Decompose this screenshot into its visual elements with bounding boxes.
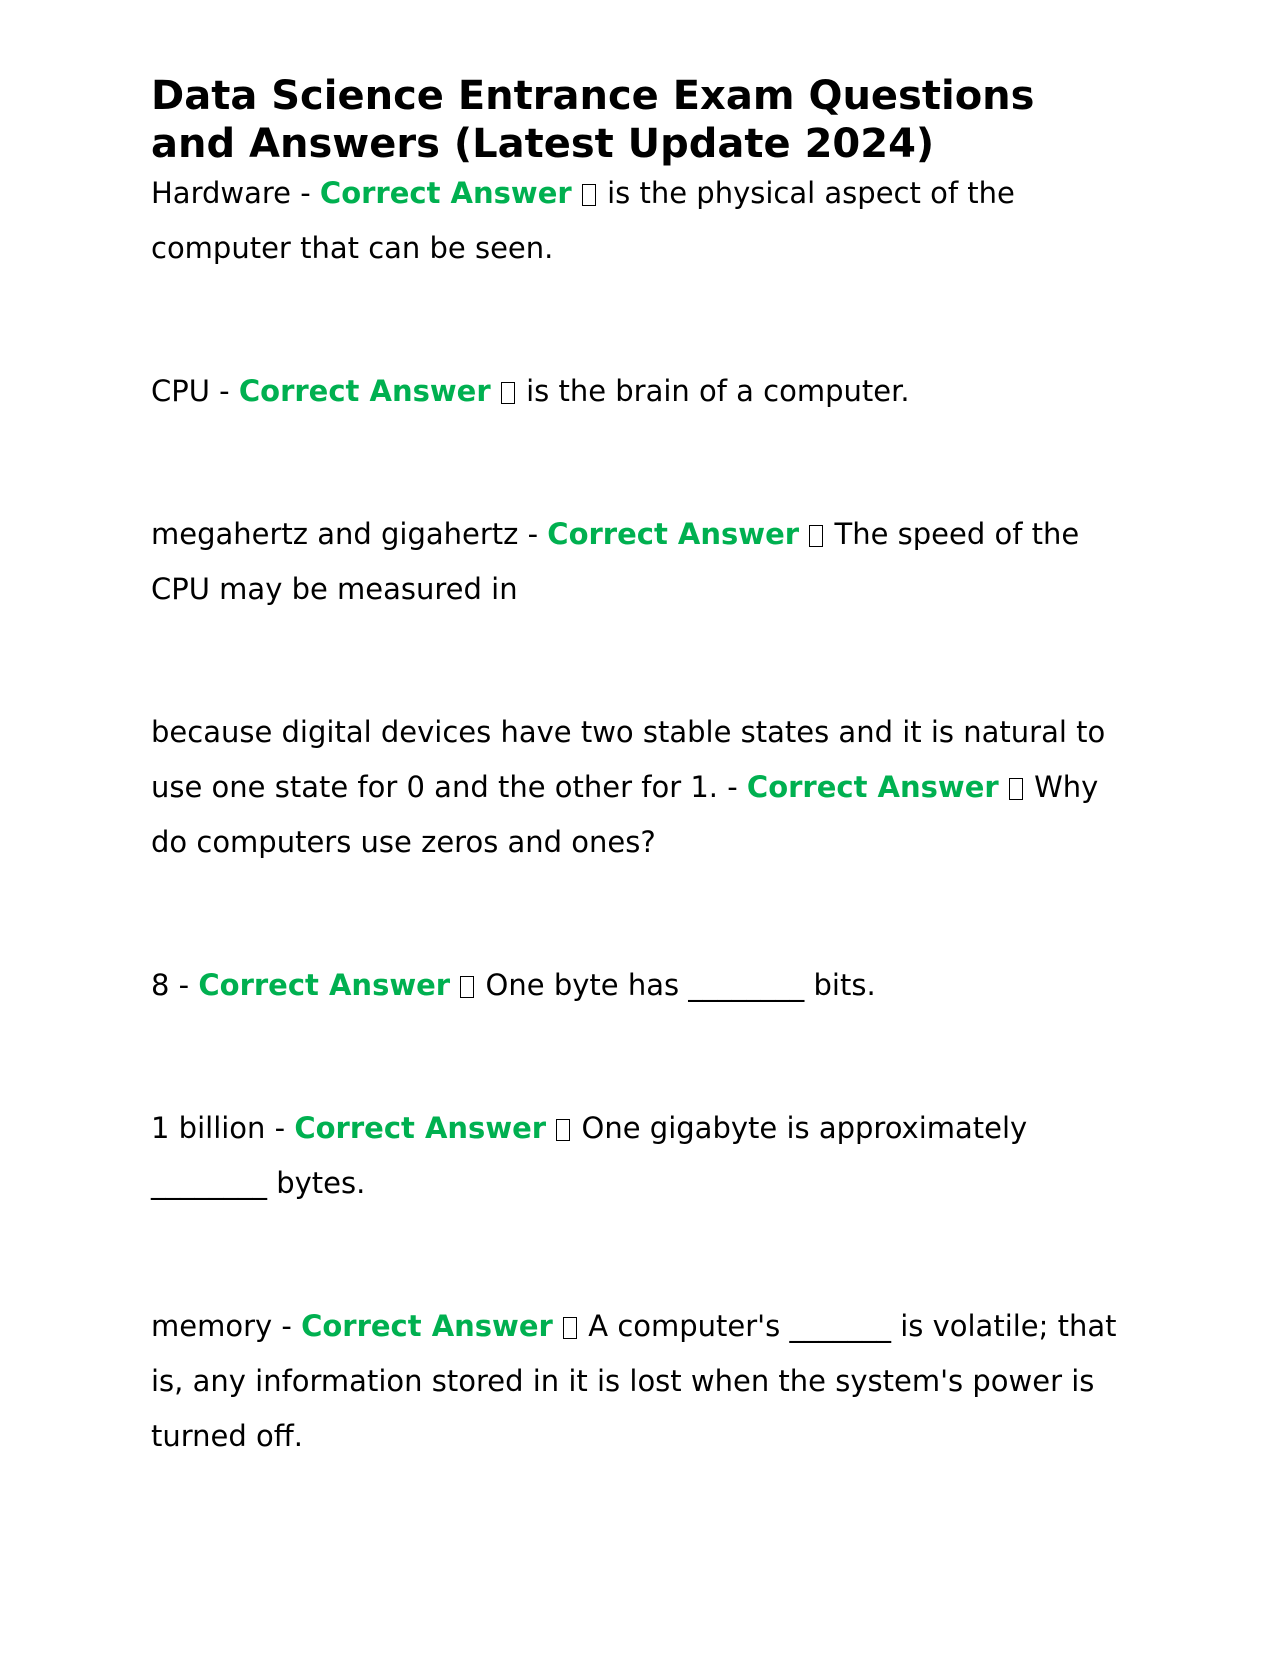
entry-term: CPU [151, 374, 210, 408]
qa-entry: 1 billion - Correct Answer One gigabyte is approximately ________ bytes. [151, 1111, 1028, 1200]
entry-definition: One gigabyte is approximately ________ bytes. [151, 1111, 1028, 1200]
entry-definition: is the physical aspect of the computer that can be seen. [151, 176, 1015, 265]
qa-entry: Hardware - Correct Answer is the physical aspect of the computer that can be seen. [151, 176, 1015, 265]
qa-entry: 8 - Correct Answer One byte has ________ bits. [151, 968, 876, 1002]
missing-glyph-box-icon [582, 184, 596, 206]
correct-answer-label: Correct Answer [238, 374, 491, 408]
missing-glyph-box-icon [501, 382, 515, 404]
correct-answer-label: Correct Answer [294, 1111, 547, 1145]
correct-answer-label: Correct Answer [319, 176, 572, 210]
entry-term: Hardware [151, 176, 292, 210]
entry-definition: Why do computers use zeros and ones? [151, 770, 1099, 859]
qa-entry: CPU - Correct Answer is the brain of a computer. [151, 374, 910, 408]
document-title: Data Science Entrance Exam Questions and Answers (Latest Update 2024) [151, 73, 1035, 167]
missing-glyph-box-icon [460, 976, 474, 998]
qa-entry: megahertz and gigahertz - Correct Answer The speed of the CPU may be measured in [151, 517, 1080, 606]
entry-definition: The speed of the CPU may be measured in [151, 517, 1080, 606]
qa-entry: memory - Correct Answer A computer's _______ is volatile; that is, any information stored in it is lost when the system's power is turned off. [151, 1309, 1117, 1453]
entry-term: 8 [151, 968, 170, 1002]
entry-definition: A computer's _______ is volatile; that is, any information stored in it is lost when the system's power is turned off. [151, 1309, 1117, 1453]
correct-answer-label: Correct Answer [547, 517, 800, 551]
entry-definition: is the brain of a computer. [526, 374, 910, 408]
entry-term: 1 billion [151, 1111, 266, 1145]
missing-glyph-box-icon [556, 1119, 570, 1141]
entry-term: megahertz and gigahertz [151, 517, 519, 551]
correct-answer-label: Correct Answer [198, 968, 451, 1002]
entry-term: memory [151, 1309, 273, 1343]
missing-glyph-box-icon [1009, 778, 1023, 800]
entry-term: because digital devices have two stable states and it is natural to use one state for 0 and the other for 1. [151, 715, 1106, 804]
entry-definition: One byte has ________ bits. [485, 968, 876, 1002]
document-page [151, 72, 1131, 1464]
missing-glyph-box-icon [809, 525, 823, 547]
qa-entry: because digital devices have two stable states and it is natural to use one state for 0 and the other for 1. - Correct Answer Why do computers use zeros and ones? [151, 715, 1106, 859]
correct-answer-label: Correct Answer [746, 770, 999, 804]
correct-answer-label: Correct Answer [301, 1309, 553, 1343]
missing-glyph-box-icon [563, 1317, 577, 1339]
